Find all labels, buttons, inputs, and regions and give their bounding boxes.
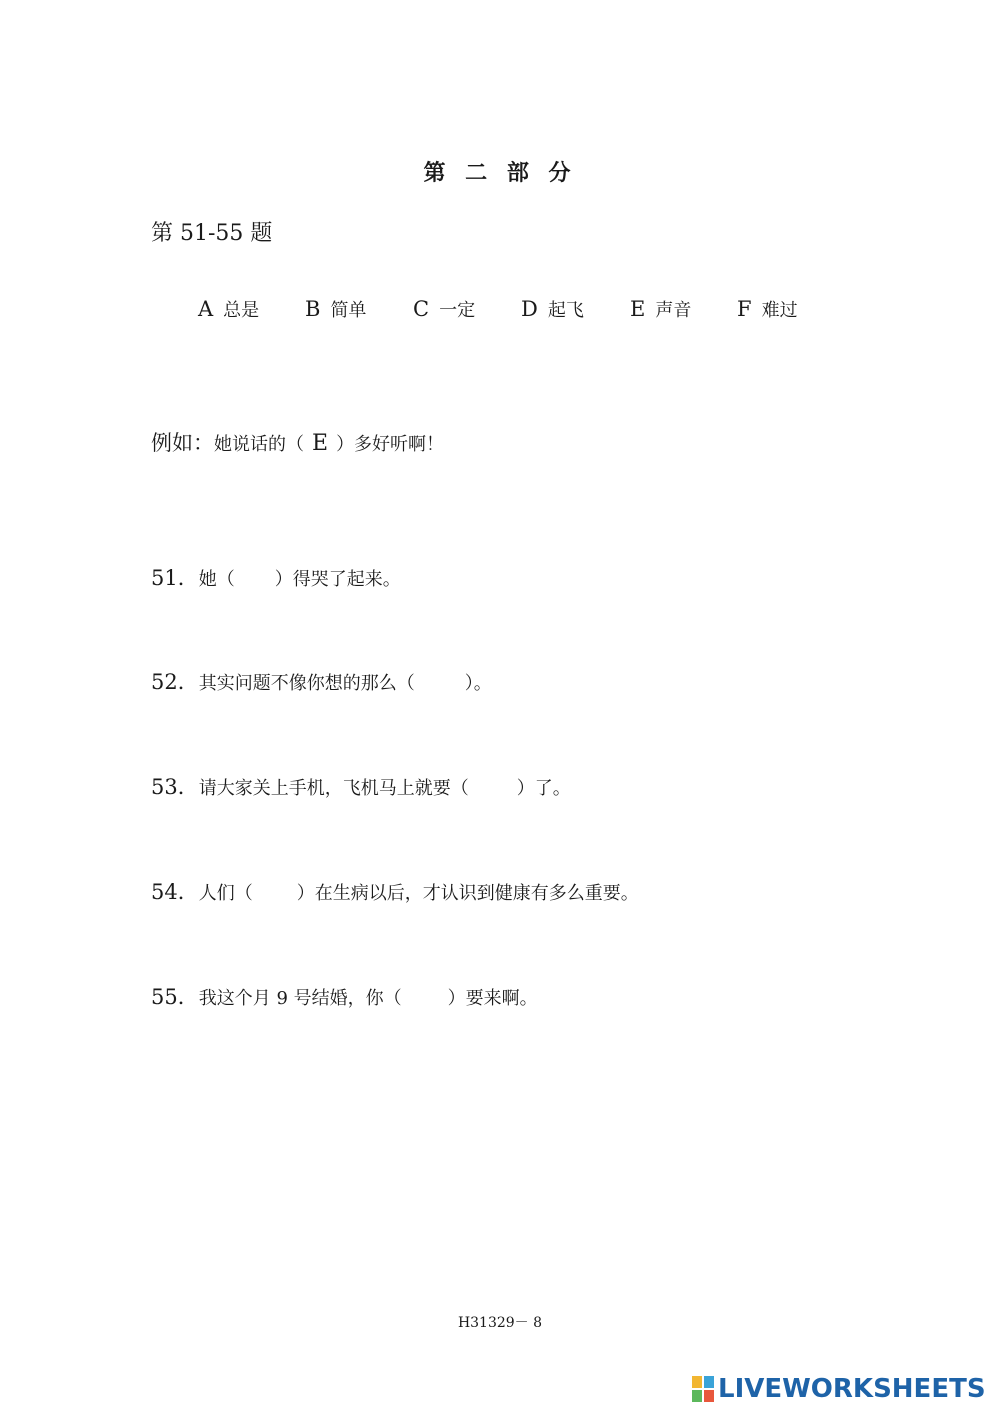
question-51 [151, 562, 401, 592]
choice-letter: F [737, 297, 752, 321]
choice-word: 总是 [223, 300, 260, 321]
example-text-before: 她说话的（ [214, 434, 304, 455]
word-bank-choice-a [198, 296, 259, 322]
example-answer: E [312, 431, 329, 456]
question-text-after: ）在生病以后，才认识到健康有多么重要。 [296, 883, 639, 904]
choice-letter: B [305, 297, 321, 321]
question-text-after: ）要来啊。 [447, 988, 538, 1009]
brand-text: LIVEWORKSHEETS [718, 1374, 986, 1404]
question-text-before: 其实问题不像你想的那么（ [198, 673, 415, 694]
question-text-after: ）得哭了起来。 [274, 569, 401, 590]
choice-word: 难过 [761, 300, 798, 321]
question-52 [151, 666, 492, 696]
question-range-label: 第 51-55 题 [151, 221, 273, 246]
question-text-before: 我这个月 9 号结婚，你（ [198, 988, 402, 1009]
question-text-before: 请大家关上手机，飞机马上就要（ [198, 778, 469, 799]
example-sentence [151, 427, 444, 457]
question-number: 55． [151, 985, 199, 1009]
question-number: 52． [151, 670, 199, 694]
question-55 [151, 981, 538, 1011]
choice-letter: E [630, 297, 646, 321]
question-text-before: 人们（ [198, 883, 253, 904]
question-text-after: ）。 [464, 673, 492, 694]
example-text-after: ）多好听啊！ [336, 434, 445, 455]
liveworksheets-logo-icon [692, 1376, 714, 1402]
word-bank-choice-e [630, 296, 691, 322]
brand-watermark [692, 1374, 986, 1404]
choice-letter: D [521, 297, 538, 321]
choice-letter: C [413, 297, 430, 321]
choice-word: 一定 [439, 300, 476, 321]
choice-letter: A [198, 297, 214, 321]
choice-word: 起飞 [547, 300, 584, 321]
question-number: 53． [151, 775, 199, 799]
question-number: 54． [151, 880, 199, 904]
question-53 [151, 771, 571, 801]
word-bank-choice-d [521, 296, 584, 322]
word-bank-choice-c [413, 296, 475, 322]
choice-word: 简单 [330, 300, 367, 321]
example-lead: 例如： [151, 431, 214, 455]
question-text-after: ）了。 [516, 778, 571, 799]
word-bank-choice-f [737, 296, 798, 322]
page-footer: H31329－ 8 [457, 1315, 543, 1331]
word-bank-choice-b [305, 296, 366, 322]
question-text-before: 她（ [198, 569, 235, 590]
question-54 [151, 876, 639, 906]
section-title: 第 二 部 分 [423, 160, 577, 186]
question-number: 51． [151, 566, 199, 590]
choice-word: 声音 [655, 300, 692, 321]
